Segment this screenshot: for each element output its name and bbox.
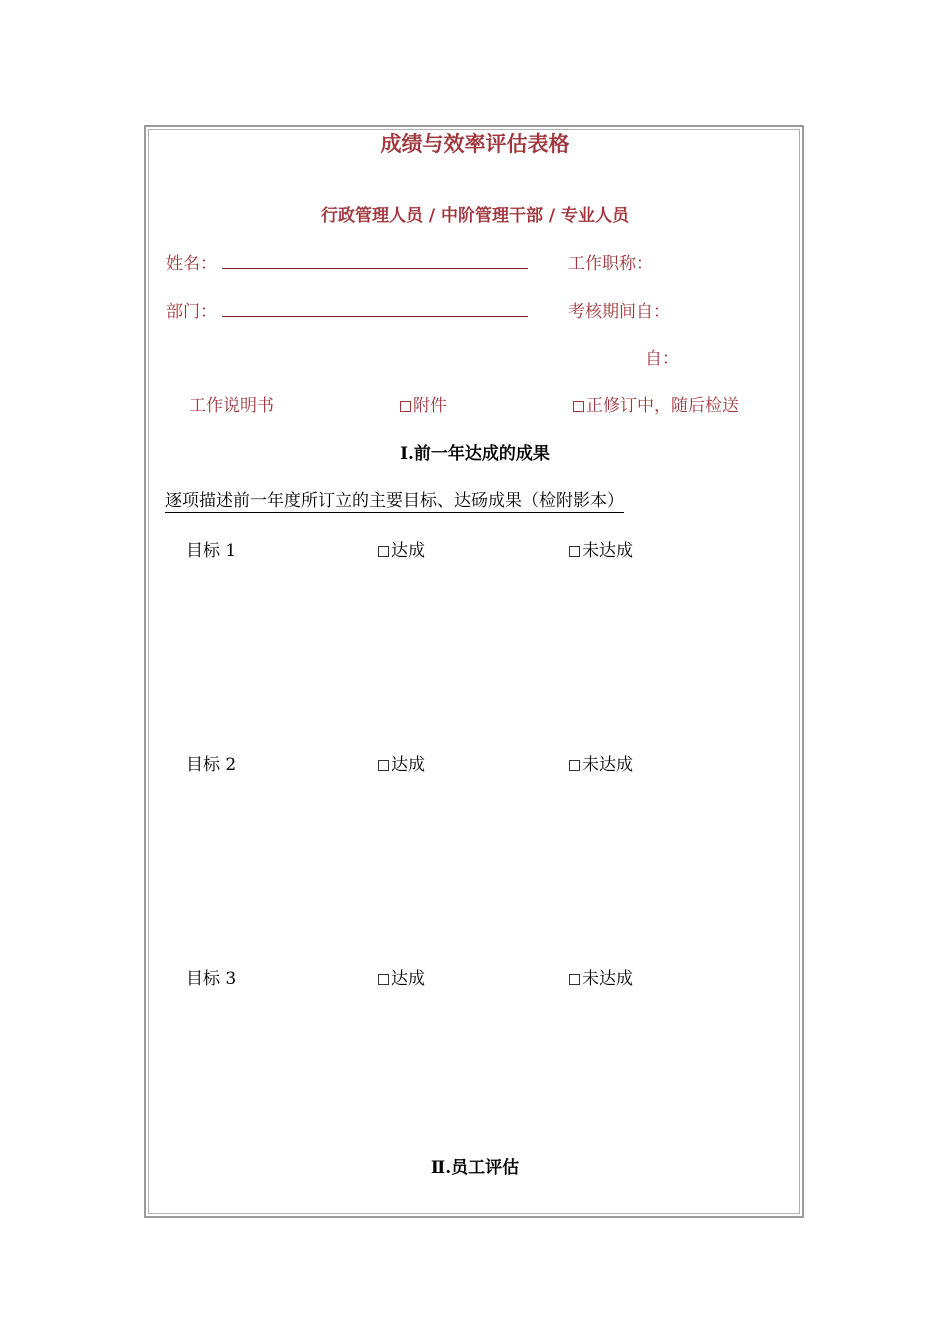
goal-3-achieved-checkbox[interactable] [378,964,425,989]
attachment-label: 附件 [413,396,447,416]
name-input-line[interactable] [222,268,528,269]
attachment-checkbox[interactable] [400,391,447,416]
not-achieved-label: 未达成 [582,755,633,775]
checkbox-icon[interactable] [400,401,411,412]
achieved-label: 达成 [391,969,425,989]
goal-2-not-achieved-checkbox[interactable] [569,750,633,775]
form-subtitle: 行政管理人员 / 中阶管理干部 / 专业人员 [320,206,630,226]
checkbox-icon[interactable] [569,974,580,985]
checkbox-icon[interactable] [378,760,389,771]
name-label: 姓名： [166,254,217,274]
form-border [144,125,804,1218]
goal-1-not-achieved-checkbox[interactable] [569,536,633,561]
department-input-line[interactable] [222,316,528,317]
goal-2-achieved-checkbox[interactable] [378,750,425,775]
section2-heading: Ⅱ.员工评估 [430,1158,520,1178]
goal-1-label: 目标 1 [186,541,237,561]
checkbox-icon[interactable] [573,401,584,412]
achieved-label: 达成 [391,541,425,561]
not-achieved-label: 未达成 [582,541,633,561]
checkbox-icon[interactable] [378,546,389,557]
revising-label: 正修订中，随后检送 [586,396,739,416]
checkbox-icon[interactable] [569,546,580,557]
goal-3-label: 目标 3 [186,969,237,989]
checkbox-icon[interactable] [378,974,389,985]
review-period-from-label: 考核期间自： [568,302,670,322]
job-description-label: 工作说明书 [189,396,274,416]
goal-2-label: 目标 2 [186,755,237,775]
job-title-label: 工作职称： [568,254,653,274]
revising-checkbox[interactable] [573,391,739,416]
checkbox-icon[interactable] [569,760,580,771]
achieved-label: 达成 [391,755,425,775]
not-achieved-label: 未达成 [582,969,633,989]
review-period-to-label: 自： [645,349,679,369]
form-title: 成绩与效率评估表格 [380,131,570,156]
section1-heading: Ⅰ.前一年达成的成果 [400,444,550,464]
department-label: 部门： [166,302,217,322]
goal-1-achieved-checkbox[interactable] [378,536,425,561]
goal-3-not-achieved-checkbox[interactable] [569,964,633,989]
section1-description: 逐项描述前一年度所订立的主要目标、达砀成果（检附影本） [165,486,624,513]
